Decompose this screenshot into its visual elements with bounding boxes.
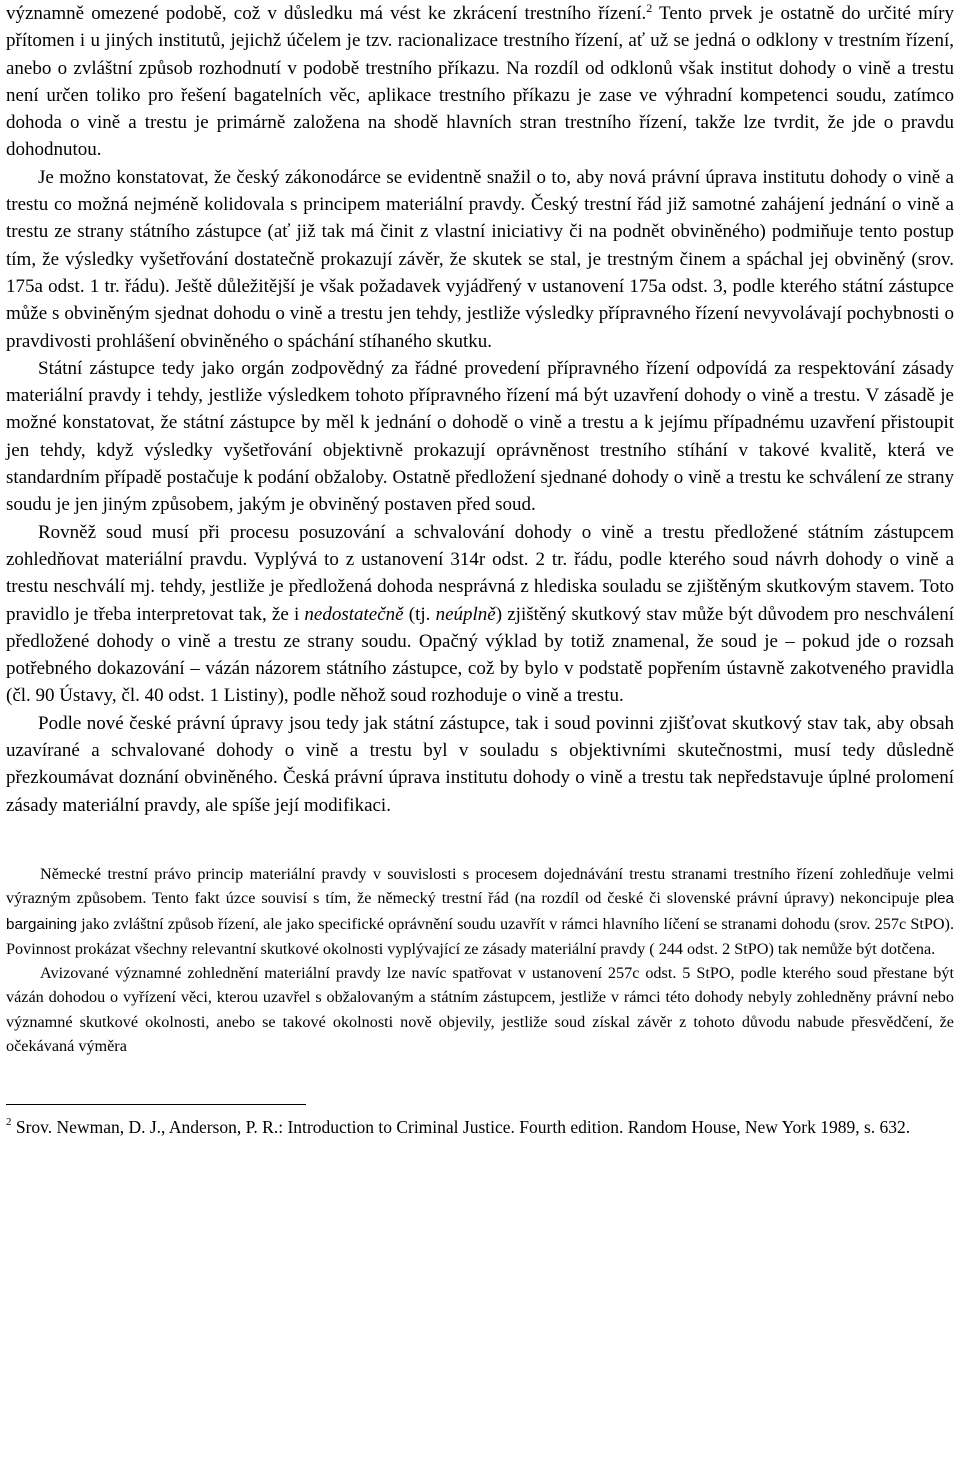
footnote-separator xyxy=(6,1104,306,1105)
plea-bargaining-term: plea bargaining xyxy=(6,890,954,933)
paragraph-4 xyxy=(6,519,954,710)
paragraph-1-part-a: významně omezené podobě, což v důsledku má vést ke zkrácení trestního řízení. xyxy=(6,3,647,24)
paragraph-4-part-b: (tj. xyxy=(403,603,436,625)
secondary-paragraph-1 xyxy=(6,862,954,961)
secondary-text xyxy=(6,862,954,1058)
italic-nedostatecne: nedostatečně xyxy=(304,603,404,625)
footnote-2 xyxy=(6,1115,954,1139)
secondary-paragraph-1-part-a: Německé trestní právo princip materiální pravdy v souvislosti s procesem dojednávání trestu stranami trestního řízení zohledňuje velmi výrazným způsobem. Tento fakt úzce souvisí s tím, že německý trestní řád (na rozdíl od české či slovenské právní úpravy) nekoncipuje xyxy=(6,864,954,908)
paragraph-1 xyxy=(6,0,954,164)
footnote-text: Srov. Newman, D. J., Anderson, P. R.: Introduction to Criminal Justice. Fourth edition. Random House, New York 1989, s. 632. xyxy=(11,1117,911,1138)
secondary-paragraph-1-part-b: jako zvláštní způsob řízení, ale jako specifické oprávnění soudu uzavřít v rámci hlavního líčení se stranami dohodu (srov. 257c StPO). Povinnost prokázat všechny relevantní skutkové okolnosti vyplývající ze zásady materiální pravdy ( 244 odst. 2 StPO) tak nemůže být dotčena. xyxy=(6,914,954,958)
footnote-ref: 2 xyxy=(646,1,653,15)
footnote-number: 2 xyxy=(6,1116,12,1129)
paragraph-1-part-b: Tento prvek je ostatně do určité míry přítomen i u jiných institutů, jejichž účelem je tzv. racionalizace trestního řízení, ať už se jedná o odklony v trestním řízení, anebo o zvláštní způsob rozhodnutí v podobě trestního příkazu. Na rozdíl od odklonů však institut dohody o vině a trestu není určen toliko pro řešení bagatelních věc, aplikace trestního příkazu je zase ve výhradní kompetenci soudu, zatímco dohoda o vině a trestu je primárně založena na shodě hlavních stran trestního řízení, takže lze tvrdit, že jde o pravdu dohodnutou. xyxy=(6,3,954,161)
main-text xyxy=(6,0,954,819)
paragraph-2: Je možno konstatovat, že český zákonodárce se evidentně snažil o to, aby nová právní úprava institutu dohody o vině a trestu co možná nejméně kolidovala s principem materiální pravdy. Český trestní řád již samotné zahájení jednání o vině a trestu ze strany státního zástupce (ať již tak má činit z vlastní iniciativy či na podnět obviněného) podmiňuje tento postup tím, že výsledky vyšetřování dostatečně prokazují závěr, že skutek se stal, je trestným činem a spáchal jej obviněný (srov. 175a odst. 1 tr. řádu). Ještě důležitější je však požadavek vyjádřený v ustanovení 175a odst. 3, podle kterého státní zástupce může s obviněným sjednat dohodu o vině a trestu jen tehdy, jestliže výsledky přípravného řízení nevyvolávají pochybnosti o pravdivosti prohlášení obviněného o spáchání stíhaného skutku. xyxy=(6,166,954,352)
paragraph-4-part-c: ) zjištěný skutkový stav může být důvodem pro neschválení předložené dohody o vině a trestu ze strany soudu. Opačný výklad by totiž znamenal, že soud je – pokud jde o rozsah potřebného dokazování – vázán názorem státního zástupce, což by bylo v podstatě popřením ústavně zakotveného pravidla (čl. 90 Ústavy, čl. 40 odst. 1 Listiny), podle něhož soud rozhoduje o vině a trestu. xyxy=(6,603,954,707)
paragraph-5: Podle nové české právní úpravy jsou tedy jak státní zástupce, tak i soud povinni zjišťovat skutkový stav tak, aby obsah uzavírané a schvalované dohody o vině a trestu byl v souladu s objektivními skutečnostmi, musí tedy důsledně přezkoumávat doznání obviněného. Česká právní úprava institutu dohody o vině a trestu tak nepředstavuje úplné prolomení zásady materiální pravdy, ale spíše její modifikaci. xyxy=(6,712,954,816)
paragraph-3: Státní zástupce tedy jako orgán zodpovědný za řádné provedení přípravného řízení odpovídá za respektování zásady materiální pravdy i tehdy, jestliže výsledkem tohoto přípravného řízení má být uzavření dohody o vině a trestu. V zásadě je možné konstatovat, že státní zástupce by měl k jednání o dohodě o vině a trestu a k jejímu případnému uzavření přistoupit jen tehdy, když výsledky vyšetřování objektivně prokazují oprávněnost trestního stíhání v takové kvalitě, která ve standardním případě postačuje k podání obžaloby. Ostatně předložení sjednané dohody o vině a trestu ke schválení ze strany soudu je jen jiným způsobem, jakým je obviněný postaven před soud. xyxy=(6,357,954,516)
paragraph-4-part-a: Rovněž soud musí při procesu posuzování a schvalování dohody o vině a trestu předložené státním zástupcem zohledňovat materiální pravdu. Vyplývá to z ustanovení 314r odst. 2 tr. řádu, podle kterého soud návrh dohody o vině a trestu neschválí mj. tehdy, jestliže je předložená dohoda nesprávná z hlediska souladu se zjištěným skutkovým stavem. Toto pravidlo je třeba interpretovat tak, že i xyxy=(6,521,954,625)
secondary-paragraph-2: Avizované významné zohlednění materiální pravdy lze navíc spatřovat v ustanovení 257c odst. 5 StPO, podle kterého soud přestane být vázán dohodou o vyřízení věci, kterou uzavřel s obžalovaným a státním zástupcem, jestliže v rámci této dohody nebyly zohledněny právní nebo významné skutkové okolnosti, anebo se takové okolnosti nově objevily, jestliže soud získal závěr z tohoto důvodu nabude přesvědčení, že očekávaná výměra xyxy=(6,964,954,1055)
italic-neuplne: neúplně xyxy=(435,603,496,625)
